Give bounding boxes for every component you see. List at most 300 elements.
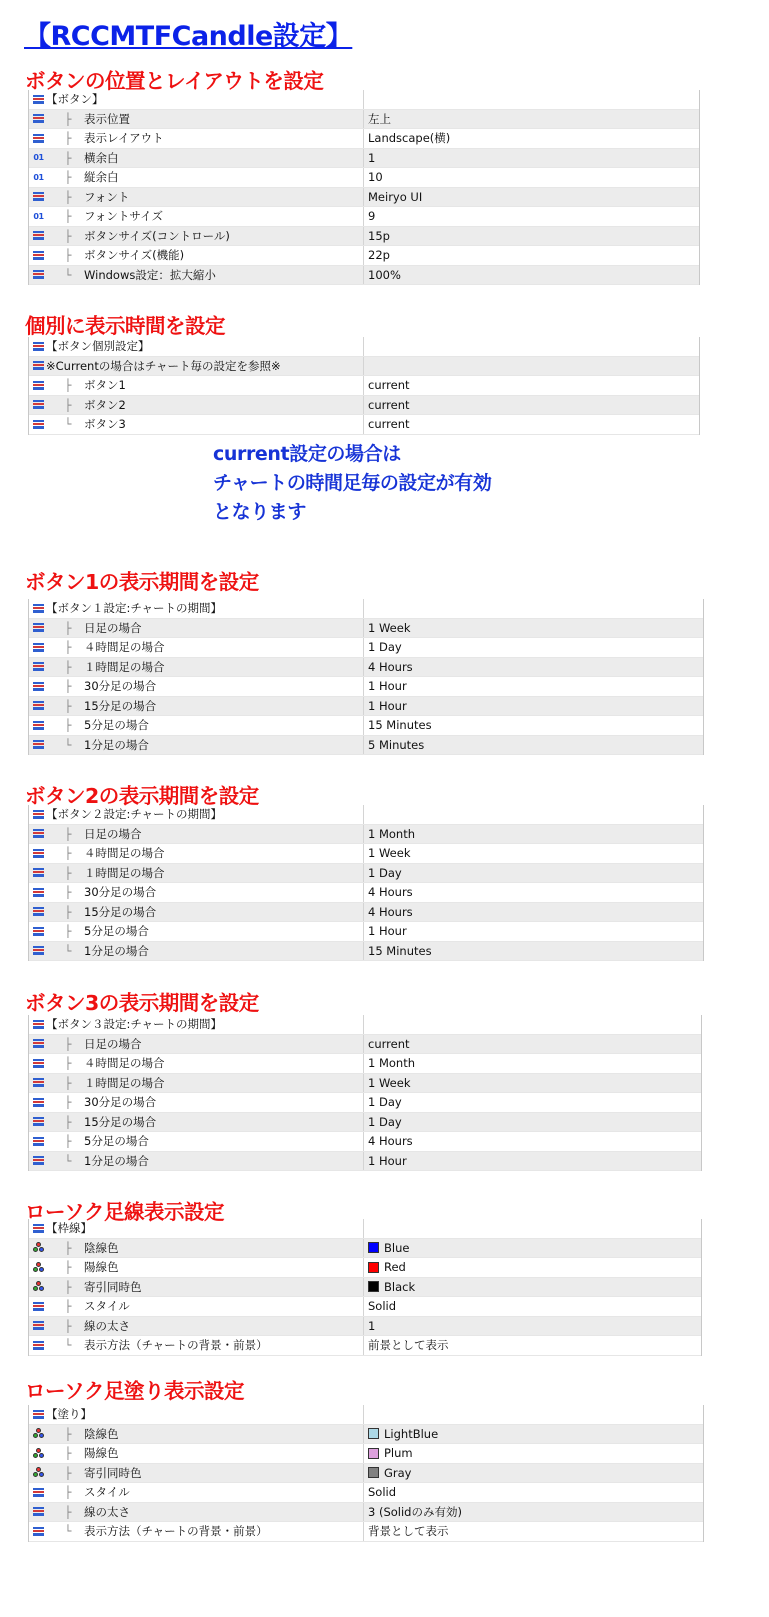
number-icon-glyph: 01 (33, 153, 44, 163)
setting-value-cell[interactable] (364, 827, 703, 841)
setting-icon (33, 1097, 44, 1108)
setting-value-cell[interactable] (364, 170, 699, 184)
setting-value-cell[interactable] (364, 621, 703, 635)
setting-value: 15 Minutes (368, 943, 432, 958)
setting-value-cell[interactable] (364, 846, 703, 860)
border-settings-table (28, 1219, 702, 1356)
setting-row[interactable] (29, 266, 699, 286)
setting-row[interactable] (29, 825, 703, 845)
setting-icon (33, 1019, 44, 1030)
tree-connector: └ (64, 737, 72, 752)
setting-row[interactable] (29, 1503, 703, 1523)
list-setting-icon (33, 1507, 44, 1516)
setting-row[interactable] (29, 1258, 701, 1278)
setting-value: Plum (384, 1446, 413, 1461)
color-swatch (368, 1428, 379, 1439)
list-setting-icon (33, 1078, 44, 1087)
setting-value: Solid (368, 1299, 397, 1314)
setting-value: 1 Week (368, 620, 411, 635)
setting-icon (33, 269, 44, 280)
setting-value-cell[interactable] (364, 1485, 703, 1499)
setting-row[interactable] (29, 1522, 703, 1542)
tree-connector: ├ (64, 865, 72, 880)
setting-row[interactable] (29, 1054, 701, 1074)
setting-label-cell (29, 1093, 364, 1112)
number-setting-icon (33, 152, 44, 163)
tree-connector: ├ (64, 659, 72, 674)
setting-value-cell[interactable] (364, 1427, 703, 1441)
setting-label-cell (29, 1278, 364, 1297)
callout-line: となります (213, 501, 307, 523)
list-setting-icon (33, 643, 44, 652)
list-setting-icon (33, 1098, 44, 1107)
color-setting-icon (33, 1448, 44, 1459)
setting-label-cell (29, 1054, 364, 1073)
callout-line: チャートの時間足毎の設定が有効 (213, 472, 492, 494)
setting-row[interactable] (29, 1336, 701, 1356)
setting-value-cell[interactable] (364, 111, 699, 127)
setting-value: 4 Hours (368, 904, 413, 919)
setting-row[interactable] (29, 1425, 703, 1445)
setting-label-cell (29, 1035, 364, 1054)
setting-row[interactable] (29, 1444, 703, 1464)
setting-icon (33, 191, 44, 202)
setting-label: 日足の場合 (84, 826, 142, 841)
setting-row[interactable] (29, 376, 699, 396)
setting-value-cell[interactable] (364, 1446, 703, 1460)
setting-row[interactable] (29, 1464, 703, 1484)
setting-label-cell (29, 1464, 364, 1483)
list-setting-icon (33, 829, 44, 838)
list-setting-icon (33, 810, 44, 819)
setting-value-cell[interactable] (364, 640, 703, 654)
setting-value-cell[interactable] (364, 1337, 701, 1353)
setting-label-cell (29, 1132, 364, 1151)
setting-label-cell (29, 1336, 364, 1355)
setting-value-cell[interactable] (364, 1037, 701, 1051)
button2-period-table (28, 805, 704, 961)
setting-label-cell (29, 1503, 364, 1522)
tree-connector: ├ (64, 248, 72, 263)
tree-connector: ├ (64, 1036, 72, 1051)
setting-value-cell[interactable] (364, 885, 703, 899)
tree-connector: ├ (64, 378, 72, 393)
setting-row[interactable] (29, 697, 703, 717)
setting-row[interactable] (29, 415, 699, 435)
setting-value-cell[interactable] (364, 417, 699, 431)
color-swatch (368, 1467, 379, 1478)
setting-value-cell[interactable] (364, 660, 703, 674)
setting-value-cell[interactable] (364, 1134, 701, 1148)
setting-icon (33, 603, 44, 614)
tree-connector: └ (64, 1338, 72, 1353)
list-setting-icon (33, 701, 44, 710)
setting-value-cell[interactable] (364, 905, 703, 919)
setting-label: 寄引同時色 (84, 1279, 142, 1294)
setting-row[interactable] (29, 1152, 701, 1172)
setting-label-cell (29, 697, 364, 716)
setting-value: 1 Day (368, 865, 402, 880)
setting-label-cell (29, 110, 364, 129)
setting-value-cell[interactable] (364, 268, 699, 282)
setting-value: 1 Month (368, 1056, 416, 1071)
setting-label-cell (29, 942, 364, 961)
setting-row[interactable] (29, 844, 703, 864)
setting-label-cell (29, 883, 364, 902)
setting-value: Red (384, 1260, 406, 1275)
setting-label-cell (29, 1152, 364, 1171)
setting-label: １時間足の場合 (84, 659, 165, 674)
setting-value: current (368, 417, 410, 432)
setting-row[interactable] (29, 1093, 701, 1113)
setting-value-cell[interactable] (364, 679, 703, 693)
setting-row[interactable] (29, 1239, 701, 1259)
group-label-cell (29, 805, 364, 824)
setting-value: current (368, 378, 410, 393)
setting-row[interactable] (29, 129, 699, 149)
setting-icon (33, 360, 44, 371)
setting-icon (33, 926, 44, 937)
color-palette-icon (33, 1242, 44, 1253)
tree-connector: ├ (64, 718, 72, 733)
setting-label-cell (29, 1113, 364, 1132)
list-setting-icon (33, 134, 44, 143)
section-heading-buttons: ボタンの位置とレイアウトを設定 (25, 69, 324, 93)
setting-value: 1 (368, 150, 376, 165)
setting-value: 背景として表示 (368, 1524, 449, 1539)
setting-row[interactable] (29, 883, 703, 903)
setting-value-cell[interactable] (364, 1466, 703, 1480)
table-group-header (29, 90, 699, 110)
setting-label: 30分足の場合 (84, 679, 157, 694)
setting-row[interactable] (29, 1297, 701, 1317)
setting-icon (33, 399, 44, 410)
setting-label: 1分足の場合 (84, 943, 149, 958)
setting-row[interactable] (29, 942, 703, 962)
setting-icon (33, 720, 44, 731)
setting-row[interactable] (29, 168, 699, 188)
tree-connector: ├ (64, 640, 72, 655)
setting-value-cell[interactable] (364, 378, 699, 392)
section-heading-fill: ローソク足塗り表示設定 (25, 1379, 244, 1403)
list-setting-icon (33, 868, 44, 877)
setting-icon (33, 380, 44, 391)
setting-row[interactable] (29, 110, 699, 130)
list-setting-icon (33, 1527, 44, 1536)
setting-icon (33, 230, 44, 241)
setting-value: 1 (368, 1318, 376, 1333)
group-label: 【ボタン２設定:チャートの期間】 (46, 807, 223, 822)
setting-value-cell[interactable] (364, 866, 703, 880)
setting-label: 陰線色 (84, 1240, 119, 1255)
tree-connector: ├ (64, 228, 72, 243)
list-setting-icon (33, 1039, 44, 1048)
setting-label: 15分足の場合 (84, 904, 157, 919)
setting-value-cell[interactable] (364, 130, 699, 146)
number-setting-icon (33, 172, 44, 183)
tree-connector: ├ (64, 904, 72, 919)
setting-label: 表示方法（チャートの背景・前景） (84, 1524, 268, 1539)
tree-connector: ├ (64, 924, 72, 939)
setting-value-cell[interactable] (364, 1280, 701, 1294)
setting-value: LightBlue (384, 1426, 439, 1441)
setting-row[interactable] (29, 1074, 701, 1094)
number-icon-glyph: 01 (33, 172, 44, 182)
setting-label: 表示位置 (84, 111, 130, 126)
note-cell (29, 357, 364, 376)
setting-label-cell (29, 1297, 364, 1316)
list-setting-icon (33, 251, 44, 260)
list-setting-icon (33, 721, 44, 730)
setting-value-cell[interactable] (364, 924, 703, 938)
tree-connector: ├ (64, 170, 72, 185)
setting-label-cell (29, 415, 364, 434)
setting-row[interactable] (29, 903, 703, 923)
list-setting-icon (33, 342, 44, 351)
setting-label: 5分足の場合 (84, 1134, 149, 1149)
group-label: 【ボタン１設定:チャートの期間】 (46, 601, 223, 616)
setting-label: 線の太さ (84, 1504, 130, 1519)
setting-value: 左上 (368, 111, 391, 126)
setting-label: 陽線色 (84, 1260, 119, 1275)
setting-icon (33, 828, 44, 839)
setting-value-cell[interactable] (364, 718, 703, 732)
setting-icon (33, 113, 44, 124)
setting-icon (33, 1487, 44, 1498)
list-setting-icon (33, 927, 44, 936)
setting-value: 1 Day (368, 640, 402, 655)
setting-value-cell[interactable] (364, 151, 699, 165)
setting-row[interactable] (29, 638, 703, 658)
tree-connector: ├ (64, 1426, 72, 1441)
table-group-header (29, 1405, 703, 1425)
setting-value: 100% (368, 267, 401, 282)
setting-row[interactable] (29, 207, 699, 227)
setting-value: 1 Week (368, 846, 411, 861)
setting-row[interactable] (29, 149, 699, 169)
setting-icon (33, 1506, 44, 1517)
setting-label-cell (29, 168, 364, 187)
setting-value-cell[interactable] (364, 1095, 701, 1109)
group-label-cell (29, 1219, 364, 1238)
setting-row[interactable] (29, 227, 699, 247)
list-setting-icon (33, 361, 44, 370)
setting-value: Landscape(横) (368, 131, 451, 146)
color-swatch (368, 1281, 379, 1292)
setting-value-cell[interactable] (364, 1154, 701, 1168)
section-heading-button1: ボタン1の表示期間を設定 (25, 570, 259, 594)
setting-label: ボタンサイズ(コントロール) (84, 228, 230, 243)
setting-icon (33, 341, 44, 352)
setting-value: Solid (368, 1485, 397, 1500)
group-label-cell (29, 337, 364, 356)
color-setting-icon (33, 1467, 44, 1478)
setting-value-cell[interactable] (364, 1504, 703, 1520)
setting-value: 9 (368, 209, 376, 224)
setting-label-cell (29, 207, 364, 226)
setting-row[interactable] (29, 677, 703, 697)
setting-row[interactable] (29, 246, 699, 266)
individual-settings-table (28, 337, 700, 435)
color-swatch (368, 1448, 379, 1459)
setting-value-cell[interactable] (364, 699, 703, 713)
callout-note (213, 440, 491, 527)
setting-label: 5分足の場合 (84, 924, 149, 939)
setting-label: スタイル (84, 1485, 130, 1500)
setting-row[interactable] (29, 1132, 701, 1152)
table-group-header (29, 1015, 701, 1035)
color-setting-icon (33, 1428, 44, 1439)
setting-label-cell (29, 844, 364, 863)
setting-row[interactable] (29, 1113, 701, 1133)
setting-label-cell (29, 149, 364, 168)
list-setting-icon (33, 192, 44, 201)
list-setting-icon (33, 888, 44, 897)
setting-value-cell[interactable] (364, 398, 699, 412)
setting-label-cell (29, 246, 364, 265)
setting-row[interactable] (29, 619, 703, 639)
setting-label-cell (29, 1317, 364, 1336)
setting-value-cell[interactable] (364, 248, 699, 262)
setting-label: 線の太さ (84, 1318, 130, 1333)
setting-label: 陰線色 (84, 1426, 119, 1441)
setting-icon (33, 1058, 44, 1069)
tree-connector: ├ (64, 1446, 72, 1461)
setting-icon (33, 700, 44, 711)
setting-row[interactable] (29, 736, 703, 756)
setting-label-cell (29, 736, 364, 755)
section-heading-button2: ボタン2の表示期間を設定 (25, 784, 259, 808)
setting-label-cell (29, 619, 364, 638)
setting-value: 1 Hour (368, 679, 407, 694)
setting-label: ボタンサイズ(機能) (84, 248, 185, 263)
setting-value-cell[interactable] (364, 1299, 701, 1313)
tree-connector: └ (64, 267, 72, 282)
color-setting-icon (33, 1262, 44, 1273)
tree-connector: ├ (64, 1279, 72, 1294)
setting-value-cell[interactable] (364, 1319, 701, 1333)
setting-value: 4 Hours (368, 659, 413, 674)
setting-value: 15p (368, 228, 390, 243)
setting-label-cell (29, 188, 364, 207)
setting-label: １時間足の場合 (84, 1075, 165, 1090)
setting-row[interactable] (29, 188, 699, 208)
setting-value-cell[interactable] (364, 944, 703, 958)
setting-row[interactable] (29, 658, 703, 678)
tree-connector: ├ (64, 1260, 72, 1275)
setting-value-cell[interactable] (364, 738, 703, 752)
setting-icon (33, 642, 44, 653)
setting-label-cell (29, 1258, 364, 1277)
setting-label: ４時間足の場合 (84, 1056, 165, 1071)
setting-icon (33, 1340, 44, 1351)
setting-value-cell[interactable] (364, 1523, 703, 1539)
setting-value-cell[interactable] (364, 229, 699, 243)
setting-label-cell (29, 638, 364, 657)
setting-value: 10 (368, 170, 383, 185)
section-heading-border: ローソク足線表示設定 (25, 1200, 224, 1224)
setting-row[interactable] (29, 922, 703, 942)
list-setting-icon (33, 420, 44, 429)
list-setting-icon (33, 1156, 44, 1165)
setting-icon (33, 809, 44, 820)
tree-connector: ├ (64, 620, 72, 635)
setting-row[interactable] (29, 1278, 701, 1298)
setting-row[interactable] (29, 1317, 701, 1337)
setting-value: 1 Day (368, 1114, 402, 1129)
setting-value-cell[interactable] (364, 1241, 701, 1255)
setting-value: Meiryo UI (368, 189, 423, 204)
list-setting-icon (33, 400, 44, 409)
setting-value-cell[interactable] (364, 1260, 701, 1274)
group-label-cell (29, 1405, 364, 1424)
tree-connector: ├ (64, 1134, 72, 1149)
setting-icon (33, 250, 44, 261)
group-label: 【枠線】 (46, 1221, 92, 1236)
setting-value-cell[interactable] (364, 1115, 701, 1129)
setting-value-cell[interactable] (364, 1056, 701, 1070)
list-setting-icon (33, 1321, 44, 1330)
setting-value: Gray (384, 1465, 412, 1480)
group-label: 【ボタン個別設定】 (46, 339, 150, 354)
tree-connector: ├ (64, 826, 72, 841)
tree-connector: ├ (64, 846, 72, 861)
color-setting-icon (33, 1242, 44, 1253)
setting-value: 1 Hour (368, 924, 407, 939)
list-setting-icon (33, 1488, 44, 1497)
color-palette-icon (33, 1467, 44, 1478)
setting-value-cell[interactable] (364, 1076, 701, 1090)
setting-label: 30分足の場合 (84, 885, 157, 900)
tree-connector: ├ (64, 189, 72, 204)
tree-connector: ├ (64, 1095, 72, 1110)
tree-connector: └ (64, 943, 72, 958)
setting-row[interactable] (29, 864, 703, 884)
color-palette-icon (33, 1428, 44, 1439)
setting-label-cell (29, 1483, 364, 1502)
setting-label-cell (29, 903, 364, 922)
list-setting-icon (33, 1341, 44, 1350)
list-setting-icon (33, 1137, 44, 1146)
setting-icon (33, 1409, 44, 1420)
setting-row[interactable] (29, 396, 699, 416)
setting-label: スタイル (84, 1299, 130, 1314)
setting-label-cell (29, 658, 364, 677)
fill-settings-table (28, 1405, 704, 1542)
list-setting-icon (33, 907, 44, 916)
setting-value: 4 Hours (368, 1134, 413, 1149)
tree-connector: ├ (64, 1114, 72, 1129)
setting-value-cell[interactable] (364, 209, 699, 223)
setting-value-cell[interactable] (364, 190, 699, 204)
setting-icon (33, 1116, 44, 1127)
setting-icon (33, 133, 44, 144)
list-setting-icon (33, 381, 44, 390)
setting-value: 1 Day (368, 1095, 402, 1110)
setting-icon (33, 848, 44, 859)
color-palette-icon (33, 1448, 44, 1459)
setting-row[interactable] (29, 716, 703, 736)
setting-label: 15分足の場合 (84, 698, 157, 713)
setting-row[interactable] (29, 1483, 703, 1503)
setting-row[interactable] (29, 1035, 701, 1055)
setting-label-cell (29, 825, 364, 844)
setting-icon (33, 1038, 44, 1049)
list-setting-icon (33, 1020, 44, 1029)
tree-connector: ├ (64, 1465, 72, 1480)
setting-label: 表示レイアウト (84, 131, 164, 146)
setting-label: 表示方法（チャートの背景・前景） (84, 1338, 268, 1353)
